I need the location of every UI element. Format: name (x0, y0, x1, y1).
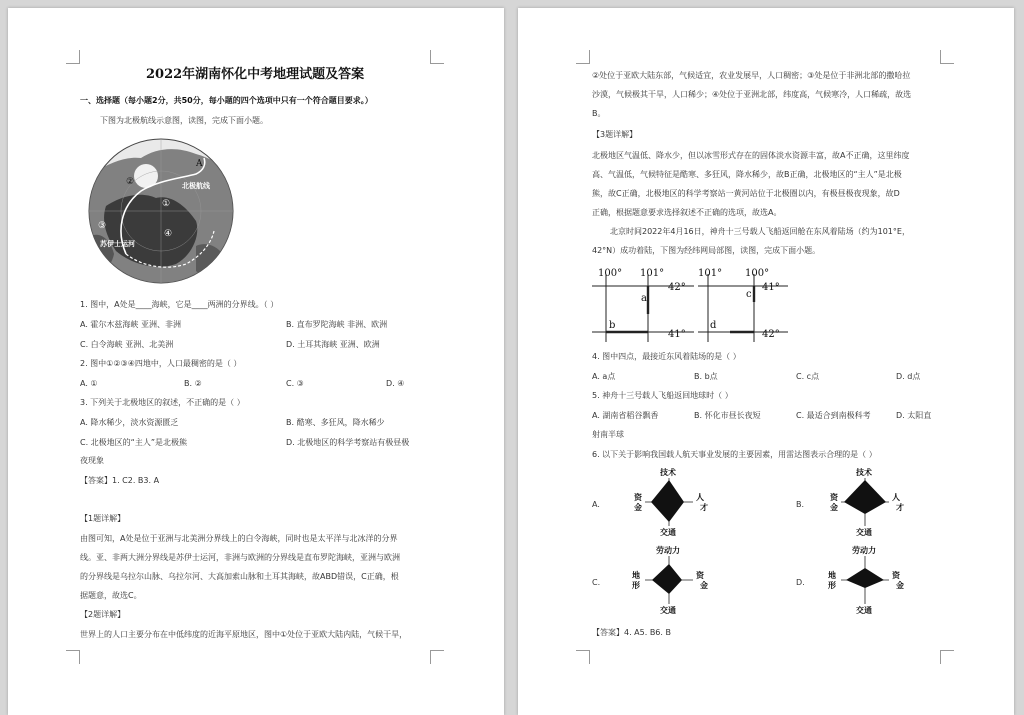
radar-d-right-1: 资 (892, 570, 900, 580)
intro-2-line-1: 北京时间2022年4月16日，神舟十三号载人飞船返回舱在东风着陆场（约为101°E， (610, 227, 910, 236)
q5-option-a: A. 湖南省稻谷飘香 (592, 411, 659, 420)
grid-1-label-top-right: 101° (640, 268, 665, 279)
q5-option-c: C. 最适合到南极科考 (796, 411, 871, 420)
q2-option-b: B. ② (184, 379, 202, 388)
radar-b-left-1: 资 (830, 492, 838, 502)
map-label-2: ② (126, 177, 135, 187)
radar-a-bottom: 交通 (660, 527, 676, 536)
detail-1-line-4: 据题意，故选C。 (80, 591, 142, 600)
q3-option-c: C. 北极地区的“主人”是北极熊 (80, 438, 187, 447)
q3-option-b: B. 酷寒、多狂风，降水稀少 (286, 418, 385, 427)
grid-2-label-top-right: 100° (745, 268, 770, 279)
map-label-route: 北极航线 (182, 181, 210, 190)
detail-1-line-3: 的分界线是乌拉尔山脉、乌拉尔河、大高加索山脉和土耳其海峡，故ABD错误，C正确，根 (80, 572, 399, 581)
q1-option-d: D. 土耳其海峡 亚洲、欧洲 (286, 340, 380, 349)
q6-option-d-letter: D. (796, 578, 805, 587)
grid-1-point-a: a (641, 293, 647, 304)
detail-3-line-1: 北极地区气温低、降水少，但以冰雪形式存在的固体淡水资源丰富，故A不正确，这里纬度 (592, 151, 910, 160)
grid-2-label-top-left: 101° (698, 268, 723, 279)
detail-3-line-2: 高、气温低，气候特征是酷寒、多狂风，降水稀少，故B正确，北极地区的“主人”是北极 (592, 170, 902, 179)
grid-1 (592, 268, 694, 342)
radar-c-right-2: 金 (700, 580, 708, 590)
detail-1-line-1: 由图可知，A处是位于亚洲与北美洲分界线上的白令海峡，同时也是太平洋与北冰洋的分界 (80, 534, 398, 543)
detail-3-heading: 【3题详解】 (592, 130, 638, 139)
q4-option-a: A. a点 (592, 372, 616, 381)
q6-option-a-letter: A. (592, 500, 600, 509)
radar-d-left-2: 形 (828, 580, 836, 590)
q3-stem: 3. 下列关于北极地区的叙述，不正确的是（ ） (80, 398, 245, 407)
q6-radar-d (810, 542, 920, 614)
q4-option-c: C. c点 (796, 372, 820, 381)
radar-c-left-2: 形 (632, 580, 640, 590)
arctic-route-map (86, 136, 236, 286)
q5-option-d-continued: 射南半球 (592, 430, 624, 439)
q1-option-a: A. 霍尔木兹海峡 亚洲、非洲 (80, 320, 181, 329)
q6-option-c-letter: C. (592, 578, 601, 587)
margin-mark-top-left (576, 50, 590, 64)
detail-3-line-4: 正确，根据题意要求选择叙述不正确的选项，故选A。 (592, 208, 782, 217)
detail-2-cont-line-3: B。 (592, 109, 606, 118)
margin-mark-bottom-left (576, 650, 590, 664)
margin-mark-top-right (430, 50, 444, 64)
q6-radar-c (614, 542, 724, 614)
q2-option-d: D. ④ (386, 379, 405, 388)
margin-mark-top-right (940, 50, 954, 64)
q2-option-a: A. ① (80, 379, 98, 388)
q6-option-b-letter: B. (796, 500, 805, 509)
q3-option-d-continued: 夜现象 (80, 456, 104, 465)
grid-2-label-right-top: 41° (762, 282, 780, 293)
q1-stem: 1. 图中，A处是____海峡，它是____两洲的分界线。（ ） (80, 300, 279, 309)
radar-c-right-1: 资 (696, 570, 704, 580)
map-label-3: ③ (98, 221, 107, 231)
radar-b-top: 技术 (856, 467, 872, 477)
radar-d-bottom: 交通 (856, 605, 872, 614)
q3-option-a: A. 降水稀少，淡水资源匮乏 (80, 418, 179, 427)
radar-c-left-1: 地 (632, 570, 640, 580)
margin-mark-bottom-right (940, 650, 954, 664)
margin-mark-top-left (66, 50, 80, 64)
document-page-right (518, 8, 1014, 715)
detail-1-heading: 【1题详解】 (80, 514, 126, 523)
grid-1-label-right-top: 42° (668, 282, 686, 293)
grid-2-label-right-bottom: 42° (762, 329, 780, 340)
map-label-a: A (196, 159, 203, 169)
radar-d-top: 劳动力 (852, 545, 876, 555)
radar-a-top: 技术 (660, 467, 676, 477)
detail-2-line-1: 世界上的人口主要分布在中低纬度的近海平原地区，图中①处位于亚欧大陆内陆，气候干旱， (80, 630, 408, 639)
detail-2-heading: 【2题详解】 (80, 610, 126, 619)
document-page-left (8, 8, 504, 715)
q5-option-d: D. 太阳直 (896, 411, 932, 420)
grid-2-point-c: c (746, 289, 752, 300)
radar-c-top: 劳动力 (656, 545, 680, 555)
radar-b-right-1: 人 (892, 492, 900, 502)
radar-d-right-2: 金 (896, 580, 904, 590)
map-intro: 下图为北极航线示意图，读图，完成下面小题。 (100, 116, 268, 125)
radar-b-right-2: 才 (896, 502, 904, 512)
detail-2-cont-line-1: ②处位于亚欧大陆东部，气候适宜，农业发展早，人口稠密；③处是位于非洲北部的撒哈拉 (592, 71, 911, 80)
margin-mark-bottom-right (430, 650, 444, 664)
grid-2 (698, 268, 788, 342)
q3-option-d: D. 北极地区的科学考察站有极昼极 (286, 438, 410, 447)
radar-b-left-2: 金 (830, 502, 838, 512)
grid-2-point-d: d (710, 320, 717, 331)
radar-c-bottom: 交通 (660, 605, 676, 614)
q4-option-d: D. d点 (896, 372, 921, 381)
lat-long-grid-figure (590, 266, 790, 344)
radar-b-bottom: 交通 (856, 527, 872, 536)
detail-2-cont-line-2: 沙漠，气候极其干旱，人口稀少；④处位于亚洲北部，纬度高，气候寒冷，人口稀疏，故选 (592, 90, 912, 99)
q6-radar-b (810, 464, 920, 536)
q1-option-c: C. 白令海峡 亚洲、北美洲 (80, 340, 174, 349)
radar-a-left-2: 金 (634, 502, 642, 512)
map-label-canal: 苏伊士运河 (100, 239, 135, 248)
q5-option-b: B. 怀化市昼长夜短 (694, 411, 761, 420)
q1-option-b: B. 直布罗陀海峡 非洲、欧洲 (286, 320, 388, 329)
radar-a-right-1: 人 (696, 492, 704, 502)
q6-radar-a (614, 464, 724, 536)
grid-1-label-top-left: 100° (598, 268, 623, 279)
detail-1-line-2: 线。亚、非两大洲分界线是苏伊士运河，非洲与欧洲的分界线是直布罗陀海峡，亚洲与欧洲 (80, 553, 400, 562)
grid-1-label-right-bottom: 41° (668, 329, 686, 340)
q4-stem: 4. 图中四点，最接近东风着陆场的是（ ） (592, 352, 741, 361)
q2-stem: 2. 图中①②③④四地中，人口最稠密的是（ ） (80, 359, 242, 368)
radar-a-right-2: 才 (700, 502, 708, 512)
margin-mark-bottom-left (66, 650, 80, 664)
detail-3-line-3: 熊，故C正确，北极地区的科学考察站一黄河站位于北极圈以内，有极昼极夜现象，故D (592, 189, 900, 198)
section-heading: 一、选择题（每小题2分，共50分，每小题的四个选项中只有一个符合题目要求。） (80, 96, 373, 105)
map-label-1: ① (162, 199, 171, 209)
map-label-4: ④ (164, 229, 173, 239)
q5-stem: 5. 神舟十三号载人飞船返回地球时（ ） (592, 391, 733, 400)
q4-option-b: B. b点 (694, 372, 718, 381)
radar-d-left-1: 地 (828, 570, 836, 580)
answer-4-6: 【答案】4. A5. B6. B (592, 628, 671, 637)
radar-a-left-1: 资 (634, 492, 642, 502)
intro-2-line-2: 42°N）成功着陆，下图为经纬网局部图，读图，完成下面小题。 (592, 246, 821, 255)
document-title: 2022年湖南怀化中考地理试题及答案 (146, 67, 365, 82)
grid-1-point-b: b (609, 320, 616, 331)
q6-stem: 6. 以下关于影响我国载人航天事业发展的主要因素，用雷达图表示合理的是（ ） (592, 450, 877, 459)
answer-1-3: 【答案】1. C2. B3. A (80, 476, 160, 485)
q2-option-c: C. ③ (286, 379, 304, 388)
